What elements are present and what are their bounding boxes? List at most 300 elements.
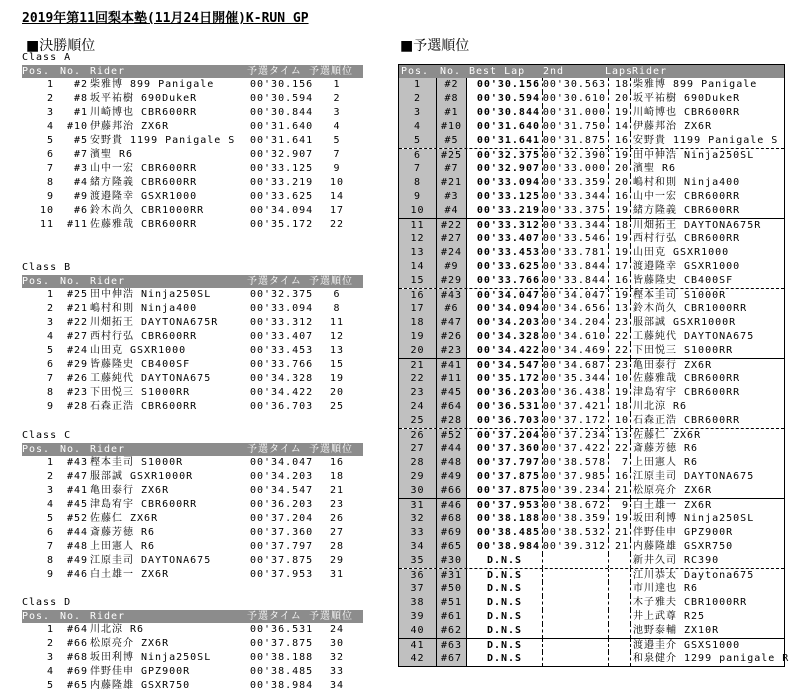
table-row <box>22 92 363 106</box>
second-lap: 00'37.985 <box>542 470 609 484</box>
second-lap: 00'36.438 <box>542 386 609 400</box>
table-row <box>399 302 784 316</box>
second-lap: 00'35.344 <box>542 372 609 386</box>
table-row <box>399 428 784 442</box>
table-row <box>399 652 790 666</box>
qualifying-time: 00'33.453 <box>250 345 314 356</box>
pos: 5 <box>46 513 54 524</box>
pos: 4 <box>46 121 54 132</box>
number: #5 <box>437 134 467 148</box>
pos: 5 <box>46 135 54 146</box>
table-row <box>22 78 363 92</box>
pos: 14 <box>399 260 437 274</box>
qualifying-time: 00'36.703 <box>250 401 314 412</box>
rider: 服部誠 GSXR1000R <box>633 317 737 328</box>
second-lap <box>542 624 609 638</box>
second-lap: 00'31.750 <box>542 120 609 134</box>
qualifying-time: 00'33.312 <box>250 317 314 328</box>
qualifying-rank: 15 <box>329 359 345 370</box>
rider: 池野泰輔 ZX10R <box>633 625 720 636</box>
rider: 津島宥宇 CBR600RR <box>633 387 741 398</box>
number: #69 <box>66 666 88 677</box>
table-row <box>399 484 784 498</box>
number: #26 <box>437 330 467 344</box>
pos: 11 <box>39 219 54 230</box>
number: #61 <box>437 610 467 624</box>
number: #52 <box>66 513 88 524</box>
table-row <box>22 637 363 651</box>
second-lap: 00'39.234 <box>542 484 609 498</box>
rider: 山中一宏 CBR600RR <box>633 191 741 202</box>
laps: 18 <box>608 78 631 92</box>
table-row <box>22 190 363 204</box>
rider: 嶋村和則 Ninja400 <box>633 177 741 188</box>
pos: 16 <box>399 289 437 302</box>
table-row <box>399 344 784 358</box>
pos: 7 <box>46 541 54 552</box>
table-row <box>22 400 363 414</box>
rider: 川崎博也 CBR600RR <box>90 107 198 118</box>
qualifying-rank: 18 <box>329 471 345 482</box>
rider: 坂田利博 Ninja250SL <box>633 513 755 524</box>
laps: 23 <box>608 359 631 372</box>
table-row <box>399 512 784 526</box>
number: #50 <box>437 582 467 596</box>
table-row <box>399 498 784 512</box>
column-header-number: No. <box>60 444 82 455</box>
laps: 9 <box>608 499 631 512</box>
table-row <box>22 302 363 316</box>
pos: 26 <box>399 429 437 442</box>
best-lap: 00'30.594 <box>469 92 543 106</box>
pos: 6 <box>46 149 54 160</box>
table-row <box>399 456 784 470</box>
column-header-pos: Pos. <box>401 66 430 77</box>
laps: 19 <box>608 204 631 218</box>
laps: 16 <box>608 190 631 204</box>
pos: 29 <box>399 470 437 484</box>
best-lap: 00'33.766 <box>469 274 543 288</box>
qualifying-time: 00'33.094 <box>250 303 314 314</box>
rider: 工藤純代 DAYTONA675 <box>90 373 212 384</box>
second-lap: 00'37.422 <box>542 442 609 456</box>
second-lap: 00'33.781 <box>542 246 609 260</box>
table-row <box>399 162 784 176</box>
pos: 31 <box>399 499 437 512</box>
rider: 江川恭太 Daytona675 <box>633 570 755 581</box>
best-lap: 00'34.203 <box>469 316 543 330</box>
laps: 22 <box>608 442 631 456</box>
number: #3 <box>437 190 467 204</box>
qualifying-time: 00'30.844 <box>250 107 314 118</box>
rider: 上田憲人 R6 <box>633 457 699 468</box>
table-row <box>399 624 784 638</box>
rider: 工藤純代 DAYTONA675 <box>633 331 755 342</box>
rider: 安野貴 1199 Panigale S <box>90 135 236 146</box>
rider: 亀田泰行 ZX6R <box>633 360 713 371</box>
table-row <box>399 78 784 92</box>
laps: 16 <box>608 274 631 288</box>
rider: 津島宥宇 CBR600RR <box>90 499 198 510</box>
number: #11 <box>66 219 88 230</box>
qualifying-time: 00'37.875 <box>250 555 314 566</box>
number: #21 <box>66 303 88 314</box>
best-lap: 00'36.703 <box>469 414 543 428</box>
qualifying-rank: 5 <box>333 135 341 146</box>
final-results-heading: ■決勝順位 <box>26 38 96 54</box>
second-lap <box>542 582 609 596</box>
best-lap: 00'33.219 <box>469 204 543 218</box>
laps: 20 <box>608 162 631 176</box>
pos: 36 <box>399 569 437 582</box>
number: #27 <box>66 331 88 342</box>
rider: 山中一宏 CBR600RR <box>90 163 198 174</box>
pos: 7 <box>399 162 437 176</box>
rider: 木子雅夫 CBR1000RR <box>633 597 748 608</box>
laps: 17 <box>608 260 631 274</box>
laps: 16 <box>608 134 631 148</box>
pos: 42 <box>399 652 437 666</box>
number: #51 <box>437 596 467 610</box>
qualifying-time: 00'38.485 <box>250 666 314 677</box>
best-lap: D.N.S <box>469 554 543 568</box>
qualifying-heading: ■予選順位 <box>400 38 470 54</box>
table-row <box>22 456 363 470</box>
pos: 18 <box>399 316 437 330</box>
table-row <box>399 120 784 134</box>
class-label: Class A <box>22 52 72 63</box>
second-lap: 00'31.000 <box>542 106 609 120</box>
laps <box>608 582 631 596</box>
second-lap: 00'30.610 <box>542 92 609 106</box>
number: #23 <box>437 344 467 358</box>
qualifying-time: 00'36.203 <box>250 499 314 510</box>
rider: 石森正浩 CBR600RR <box>90 401 198 412</box>
best-lap: 00'33.125 <box>469 190 543 204</box>
qualifying-rank: 6 <box>333 289 341 300</box>
best-lap: 00'37.204 <box>469 429 543 442</box>
laps: 20 <box>608 176 631 190</box>
second-lap <box>542 639 609 652</box>
class-results-table <box>22 610 363 693</box>
laps: 19 <box>608 246 631 260</box>
rider: 亀田泰行 ZX6R <box>90 485 170 496</box>
table-row <box>399 386 784 400</box>
laps: 21 <box>608 526 631 540</box>
pos: 5 <box>46 345 54 356</box>
rider: 田中伸浩 Ninja250SL <box>90 289 212 300</box>
second-lap: 00'38.359 <box>542 512 609 526</box>
laps <box>608 554 631 568</box>
rider: 上田憲人 R6 <box>90 541 156 552</box>
qualifying-rank: 8 <box>333 303 341 314</box>
rider: 川北涼 R6 <box>90 624 145 635</box>
pos: 8 <box>46 387 54 398</box>
qualifying-time: 00'34.422 <box>250 387 314 398</box>
class-label: Class B <box>22 262 72 273</box>
table-row <box>399 638 784 652</box>
table-row <box>22 623 363 637</box>
laps: 13 <box>608 302 631 316</box>
qualifying-rank: 32 <box>329 652 345 663</box>
qualifying-rank: 21 <box>329 485 345 496</box>
number: #25 <box>437 149 467 162</box>
rider: 斎藤芳徳 R6 <box>633 443 699 454</box>
pos: 4 <box>46 331 54 342</box>
pos: 39 <box>399 610 437 624</box>
number: #28 <box>437 414 467 428</box>
table-row <box>399 148 784 162</box>
pos: 8 <box>399 176 437 190</box>
qualifying-rank: 33 <box>329 666 345 677</box>
class-label: Class C <box>22 430 72 441</box>
number: #47 <box>66 471 88 482</box>
number: #41 <box>66 485 88 496</box>
laps <box>608 652 631 666</box>
best-lap: 00'35.172 <box>469 372 543 386</box>
number: #66 <box>437 484 467 498</box>
number: #68 <box>66 652 88 663</box>
rider: 坂平祐樹 690DukeR <box>90 93 198 104</box>
rider: 内藤隆雄 GSXR750 <box>633 541 734 552</box>
second-lap: 00'32.390 <box>542 149 609 162</box>
laps: 18 <box>608 400 631 414</box>
pos: 3 <box>46 652 54 663</box>
number: #1 <box>73 107 88 118</box>
second-lap: 00'33.546 <box>542 232 609 246</box>
laps: 19 <box>608 149 631 162</box>
pos: 17 <box>399 302 437 316</box>
number: #3 <box>73 163 88 174</box>
number: #29 <box>66 359 88 370</box>
pos: 20 <box>399 344 437 358</box>
rider: 嶋村和則 Ninja400 <box>90 303 198 314</box>
table-row <box>399 470 784 484</box>
column-header-rider: Rider <box>90 611 126 622</box>
second-lap: 00'37.172 <box>542 414 609 428</box>
rider: 佐藤雅哉 CBR600RR <box>633 373 741 384</box>
laps <box>608 596 631 610</box>
rider: 川崎博也 CBR600RR <box>633 107 741 118</box>
pos: 13 <box>399 246 437 260</box>
second-lap <box>542 596 609 610</box>
pos: 9 <box>46 569 54 580</box>
pos: 37 <box>399 582 437 596</box>
qualifying-time: 00'37.797 <box>250 541 314 552</box>
pos: 3 <box>399 106 437 120</box>
table-row <box>22 484 363 498</box>
qualifying-time: 00'33.219 <box>250 177 314 188</box>
second-lap: 00'33.344 <box>542 190 609 204</box>
number: #8 <box>437 92 467 106</box>
pos: 19 <box>399 330 437 344</box>
qualifying-rank: 14 <box>329 191 345 202</box>
table-row <box>22 526 363 540</box>
pos: 6 <box>46 359 54 370</box>
pos: 1 <box>46 79 54 90</box>
column-header-qualifying-rank: 予選順位 <box>309 276 353 287</box>
best-lap: 00'34.094 <box>469 302 543 316</box>
column-header-laps: Laps <box>605 66 634 77</box>
best-lap: D.N.S <box>469 596 543 610</box>
second-lap: 00'34.610 <box>542 330 609 344</box>
rider: 安野貴 1199 Panigale S <box>633 135 779 146</box>
qualifying-time: 00'38.984 <box>250 680 314 691</box>
number: #21 <box>437 176 467 190</box>
qualifying-rank: 23 <box>329 499 345 510</box>
best-lap: D.N.S <box>469 652 543 666</box>
qualifying-rank: 17 <box>329 205 345 216</box>
qualifying-rank: 19 <box>329 373 345 384</box>
pos: 1 <box>46 289 54 300</box>
class-results-table <box>22 443 363 582</box>
laps: 19 <box>608 106 631 120</box>
table-row <box>399 442 784 456</box>
qualifying-rank: 20 <box>329 387 345 398</box>
best-lap: 00'30.844 <box>469 106 543 120</box>
qualifying-rank: 2 <box>333 93 341 104</box>
qualifying-rank: 30 <box>329 638 345 649</box>
pos: 6 <box>46 527 54 538</box>
rider: 下田悦三 S1000RR <box>633 345 734 356</box>
table-row <box>399 204 784 218</box>
second-lap: 00'31.875 <box>542 134 609 148</box>
table-row <box>399 260 784 274</box>
best-lap: 00'36.531 <box>469 400 543 414</box>
number: #69 <box>437 526 467 540</box>
table-row <box>399 92 784 106</box>
pos: 8 <box>46 177 54 188</box>
table-row <box>22 344 363 358</box>
qualifying-rank: 26 <box>329 513 345 524</box>
column-header-rider: Rider <box>90 276 126 287</box>
table-row <box>399 414 784 428</box>
laps <box>608 639 631 652</box>
rider: 佐藤雅哉 CBR600RR <box>90 219 198 230</box>
best-lap: 00'38.485 <box>469 526 543 540</box>
qualifying-rank: 11 <box>329 317 345 328</box>
table-row <box>399 134 784 148</box>
best-lap: 00'37.797 <box>469 456 543 470</box>
number: #22 <box>437 219 467 232</box>
pos: 1 <box>46 624 54 635</box>
qualifying-rank: 31 <box>329 569 345 580</box>
second-lap: 00'38.578 <box>542 456 609 470</box>
laps: 22 <box>608 344 631 358</box>
pos: 38 <box>399 596 437 610</box>
rider: 山田克 GSXR1000 <box>633 247 730 258</box>
pos: 3 <box>46 107 54 118</box>
qualifying-rank: 29 <box>329 555 345 566</box>
pos: 6 <box>399 149 437 162</box>
table-row <box>22 651 363 665</box>
second-lap: 00'34.469 <box>542 344 609 358</box>
second-lap: 00'30.563 <box>542 78 609 92</box>
best-lap: 00'34.547 <box>469 359 543 372</box>
number: #45 <box>66 499 88 510</box>
laps: 14 <box>608 120 631 134</box>
number: #46 <box>66 569 88 580</box>
pos: 9 <box>46 401 54 412</box>
table-row <box>399 372 784 386</box>
qualifying-rank: 28 <box>329 541 345 552</box>
number: #4 <box>73 177 88 188</box>
second-lap: 00'33.000 <box>542 162 609 176</box>
table-header <box>399 65 784 78</box>
number: #23 <box>66 387 88 398</box>
pos: 4 <box>46 499 54 510</box>
class-results-table <box>22 275 363 414</box>
qualifying-time: 00'34.047 <box>250 457 314 468</box>
best-lap: D.N.S <box>469 624 543 638</box>
column-header-best-lap: Best Lap <box>469 66 526 77</box>
table-row <box>399 288 784 302</box>
column-header-number: No. <box>440 66 462 77</box>
rider: 樫本圭司 S1000R <box>90 457 184 468</box>
rider: 渡邉隆幸 GSXR1000 <box>90 191 198 202</box>
column-header-second-lap: 2nd <box>543 66 565 77</box>
table-row <box>399 540 784 554</box>
number: #68 <box>437 512 467 526</box>
table-row <box>22 330 363 344</box>
pos: 15 <box>399 274 437 288</box>
second-lap: 00'34.204 <box>542 316 609 330</box>
table-row <box>399 330 784 344</box>
pos: 30 <box>399 484 437 498</box>
column-header-pos: Pos. <box>22 444 51 455</box>
column-header-rider: Rider <box>632 66 668 77</box>
pos: 41 <box>399 639 437 652</box>
table-row <box>399 106 784 120</box>
pos: 10 <box>39 205 54 216</box>
second-lap <box>542 569 609 582</box>
qualifying-rank: 22 <box>329 219 345 230</box>
laps: 19 <box>608 386 631 400</box>
table-row <box>22 148 363 162</box>
qualifying-time: 00'33.625 <box>250 191 314 202</box>
rider: 鈴木尚久 CBR1000RR <box>90 205 205 216</box>
table-row <box>22 540 363 554</box>
qualifying-rank: 4 <box>333 121 341 132</box>
rider: 下田悦三 S1000RR <box>90 387 191 398</box>
number: #8 <box>73 93 88 104</box>
number: #6 <box>437 302 467 316</box>
number: #41 <box>437 359 467 372</box>
best-lap: 00'32.907 <box>469 162 543 176</box>
qualifying-time: 00'34.328 <box>250 373 314 384</box>
best-lap: 00'31.640 <box>469 120 543 134</box>
rider: 服部誠 GSXR1000R <box>90 471 194 482</box>
pos: 2 <box>46 638 54 649</box>
page-title: 2019年第11回梨本塾(11月24日開催)K-RUN GP <box>22 11 309 26</box>
second-lap: 00'33.344 <box>542 219 609 232</box>
qualifying-time: 00'33.125 <box>250 163 314 174</box>
rider: 新井久司 RC390 <box>633 555 720 566</box>
laps: 22 <box>608 330 631 344</box>
pos: 33 <box>399 526 437 540</box>
rider: 濱聖 R6 <box>90 149 134 160</box>
table-row <box>399 526 784 540</box>
rider: 渡邉隆幸 GSXR1000 <box>633 261 741 272</box>
number: #49 <box>66 555 88 566</box>
laps: 10 <box>608 372 631 386</box>
table-row <box>399 400 784 414</box>
rider: 伊藤邦治 ZX6R <box>633 121 713 132</box>
pos: 1 <box>46 457 54 468</box>
second-lap: 00'39.312 <box>542 540 609 554</box>
best-lap: 00'34.047 <box>469 289 543 302</box>
pos: 2 <box>46 93 54 104</box>
